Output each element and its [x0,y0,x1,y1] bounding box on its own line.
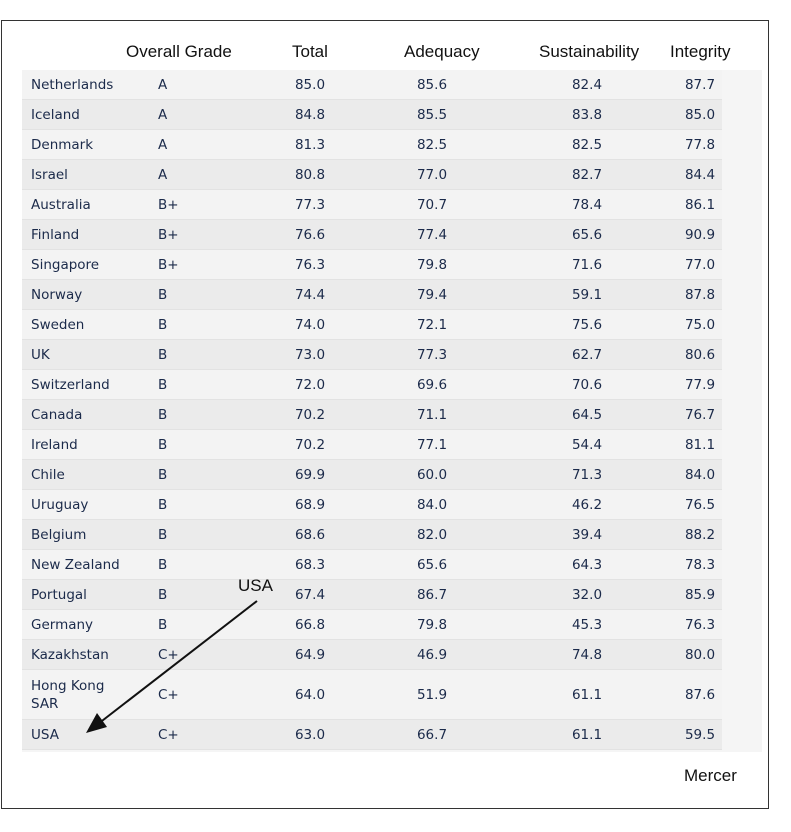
arrow-head [86,713,107,733]
cell-country: Finland [31,226,80,243]
cell-grade: B [158,586,168,603]
cell-integrity: 87.6 [684,686,716,703]
cell-adequacy: 82.0 [416,526,448,543]
cell-adequacy: 66.7 [416,726,448,743]
cell-sustainability: 74.8 [571,646,603,663]
cell-country: Netherlands [31,76,114,93]
cell-total: 68.6 [294,526,326,543]
cell-sustainability: 59.1 [571,286,603,303]
cell-total: 69.9 [294,466,326,483]
cell-integrity: 80.6 [684,346,716,363]
cell-total: 68.9 [294,496,326,513]
cell-integrity: 75.0 [684,316,716,333]
cell-integrity: 77.8 [684,136,716,153]
cell-total: 67.4 [294,586,326,603]
cell-country: Belgium [31,526,87,543]
cell-adequacy: 77.4 [416,226,448,243]
cell-country: Germany [31,616,94,633]
cell-total: 73.0 [294,346,326,363]
cell-total: 80.8 [294,166,326,183]
cell-total: 64.9 [294,646,326,663]
cell-total: 63.0 [294,726,326,743]
cell-total: 66.8 [294,616,326,633]
cell-sustainability: 62.7 [571,346,603,363]
cell-country: Australia [31,196,91,213]
header-overall-grade: Overall Grade [126,42,232,61]
cell-grade: C+ [158,646,179,663]
cell-country: Chile [31,466,65,483]
header-total: Total [292,42,328,61]
cell-country: Portugal [31,586,87,603]
cell-adequacy: 51.9 [416,686,448,703]
cell-grade: B [158,436,168,453]
cell-integrity: 59.5 [684,726,716,743]
arrow-shaft [98,601,257,724]
cell-total: 85.0 [294,76,326,93]
cell-country: Iceland [31,106,80,123]
cell-grade: B [158,526,168,543]
cell-country: Singapore [31,256,100,273]
cell-grade: B+ [158,196,179,213]
cell-integrity: 85.0 [684,106,716,123]
cell-grade: B+ [158,256,179,273]
cell-country: Uruguay [31,496,89,513]
cell-integrity: 80.0 [684,646,716,663]
cell-grade: B [158,286,168,303]
cell-sustainability: 61.1 [571,726,603,743]
cell-grade: B [158,406,168,423]
cell-adequacy: 79.8 [416,256,448,273]
cell-country: Canada [31,406,83,423]
cell-adequacy: 84.0 [416,496,448,513]
cell-integrity: 87.7 [684,76,716,93]
cell-adequacy: 85.5 [416,106,448,123]
cell-sustainability: 82.5 [571,136,603,153]
cell-sustainability: 71.6 [571,256,603,273]
cell-total: 72.0 [294,376,326,393]
cell-adequacy: 79.4 [416,286,448,303]
cell-sustainability: 39.4 [571,526,603,543]
cell-sustainability: 83.8 [571,106,603,123]
cell-integrity: 87.8 [684,286,716,303]
cell-total: 76.3 [294,256,326,273]
cell-sustainability: 71.3 [571,466,603,483]
cell-adequacy: 60.0 [416,466,448,483]
cell-grade: B [158,556,168,573]
cell-adequacy: 72.1 [416,316,448,333]
cell-sustainability: 65.6 [571,226,603,243]
cell-grade: B [158,616,168,633]
cell-country: Switzerland [31,376,110,393]
cell-adequacy: 65.6 [416,556,448,573]
cell-integrity: 78.3 [684,556,716,573]
cell-sustainability: 54.4 [571,436,603,453]
cell-total: 68.3 [294,556,326,573]
cell-country: USA [31,726,59,743]
cell-grade: A [158,76,168,93]
cell-adequacy: 77.3 [416,346,448,363]
cell-total: 74.4 [294,286,326,303]
cell-sustainability: 78.4 [571,196,603,213]
cell-total: 76.6 [294,226,326,243]
cell-adequacy: 86.7 [416,586,448,603]
cell-grade: B [158,346,168,363]
cell-grade: C+ [158,726,179,743]
annotation-label: USA [238,576,273,595]
cell-country: Ireland [31,436,78,453]
cell-grade: B [158,496,168,513]
cell-country: Israel [31,166,68,183]
cell-total: 70.2 [294,406,326,423]
cell-grade: B [158,466,168,483]
cell-integrity: 81.1 [684,436,716,453]
cell-integrity: 85.9 [684,586,716,603]
cell-total: 64.0 [294,686,326,703]
cell-sustainability: 64.3 [571,556,603,573]
cell-sustainability: 82.4 [571,76,603,93]
cell-sustainability: 32.0 [571,586,603,603]
cell-country: Denmark [31,136,94,153]
cell-sustainability: 61.1 [571,686,603,703]
source-label: Mercer [684,766,737,785]
header-adequacy: Adequacy [404,42,480,61]
cell-sustainability: 70.6 [571,376,603,393]
cell-integrity: 90.9 [684,226,716,243]
cell-integrity: 77.9 [684,376,716,393]
cell-integrity: 88.2 [684,526,716,543]
cell-integrity: 76.3 [684,616,716,633]
cell-country: Norway [31,286,83,303]
cell-integrity: 77.0 [684,256,716,273]
cell-integrity: 84.4 [684,166,716,183]
cell-adequacy: 69.6 [416,376,448,393]
cell-total: 70.2 [294,436,326,453]
cell-grade: A [158,166,168,183]
cell-sustainability: 82.7 [571,166,603,183]
header-sustainability: Sustainability [539,42,640,61]
cell-adequacy: 77.1 [416,436,448,453]
cell-total: 84.8 [294,106,326,123]
cell-adequacy: 77.0 [416,166,448,183]
cell-adequacy: 79.8 [416,616,448,633]
cell-sustainability: 75.6 [571,316,603,333]
cell-adequacy: 46.9 [416,646,448,663]
cell-adequacy: 71.1 [416,406,448,423]
cell-integrity: 84.0 [684,466,716,483]
cell-sustainability: 46.2 [571,496,603,513]
cell-integrity: 76.5 [684,496,716,513]
cell-integrity: 86.1 [684,196,716,213]
cell-country: UK [31,346,50,363]
cell-total: 81.3 [294,136,326,153]
cell-total: 77.3 [294,196,326,213]
cell-grade: C+ [158,686,179,703]
cell-integrity: 76.7 [684,406,716,423]
cell-country: Kazakhstan [31,646,109,663]
cell-grade: B [158,376,168,393]
cell-grade: A [158,136,168,153]
cell-grade: B+ [158,226,179,243]
header-integrity: Integrity [670,42,731,61]
cell-country: Sweden [31,316,85,333]
cell-sustainability: 64.5 [571,406,603,423]
cell-grade: B [158,316,168,333]
cell-total: 74.0 [294,316,326,333]
cell-country: Hong Kong SAR [31,677,105,712]
cell-sustainability: 45.3 [571,616,603,633]
cell-adequacy: 70.7 [416,196,448,213]
cell-adequacy: 82.5 [416,136,448,153]
cell-adequacy: 85.6 [416,76,448,93]
cell-country: New Zealand [31,556,120,573]
cell-grade: A [158,106,168,123]
